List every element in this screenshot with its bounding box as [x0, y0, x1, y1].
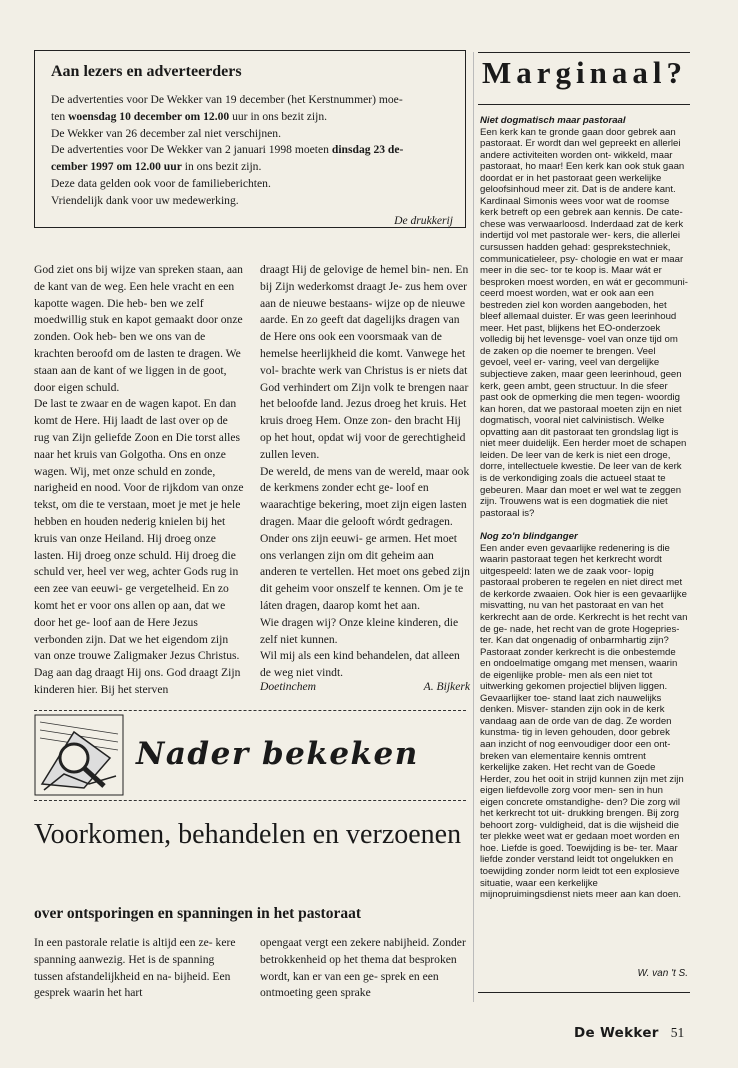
sidebar-title: Marginaal? [482, 55, 687, 90]
notice-text [51, 92, 453, 210]
page-number: 51 [670, 1025, 685, 1040]
sidebar-heading: Niet dogmatisch maar pastoraal [480, 115, 626, 126]
notice-line: Vriendelijk dank voor uw medewerking. [51, 193, 239, 207]
notice-line: in ons bezit zijn. [181, 160, 262, 174]
article-column-1: In een pastorale relatie is altijd een ze- kere spanning aanwezig. Het is de spanning tussen afstandelijkheid en na- bijheid. Een gesprek waarin het hart [34, 936, 236, 1000]
notice-title: Aan lezers en adverteerders [51, 63, 242, 80]
sidebar-author: W. van 't S. [637, 968, 688, 979]
sidebar-title-rule [478, 104, 690, 105]
paragraph: God ziet ons bij wijze van spreken staan, aan de kant van de weg. Een hele vracht en een kapotte wagen. Die heb- ben we zelf moedwillig stuk en kapot gemaakt door onze zonden. Ook heb- ben we ons van de krachten beroofd om de lasten te dragen. We staan aan de kant of we liggen in de goot, door eigen schuld. [34, 263, 243, 394]
banner-title: Nader bekeken [136, 736, 419, 772]
banner-bottom-rule [34, 800, 466, 801]
paragraph: Wil mij als een kind behandelen, dat alleen de weg niet vindt. [260, 649, 460, 680]
notice-date-bold: cember 1997 om 12.00 uur [51, 160, 182, 174]
paragraph: De last te zwaar en de wagen kapot. En dan komt de Here. Hij laadt de last over op de rug van Zijn geliefde Zoon en Die torst alles naar het kruis van Golgotha. Ons en onze wagen. Wij, met onze schuld en zonde, narigheid en nood. Voor de rijkdom van onze tekst, om die te verstaan, moet je met je hele hebben en houden nederig knielen bij het kruis van onze Heiland. Hij droeg onze lasten. Hij droeg onze schuld. Hij droeg die schuld ver, heel ver weg, achter Gods rug in een zee van eeuwi- ge vergetelheid. En zo komt het er voor ons allen op aan, dat we door het ge- loof aan de Here Jezus verbonden zijn. Dat we het eigendom zijn van onze trouwe Zaligmaker Jezus Christus. Dag aan dag draagt Hij ons. God draagt Zijn kinderen hier. Bij het sterven [34, 397, 244, 696]
sidebar-heading: Nog zo'n blindganger [480, 531, 578, 543]
column-divider [473, 52, 474, 1002]
article-title: Voorkomen, behandelen en verzoenen [34, 819, 462, 850]
notice-date-bold: woensdag 10 december om 12.00 [68, 109, 230, 123]
page-footer [574, 1025, 684, 1041]
notice-signature: De drukkerij [394, 213, 453, 227]
meditation-column-2 [260, 262, 470, 682]
nader-bekeken-banner [34, 710, 466, 798]
paragraph: draagt Hij de gelovige de hemel bin- nen. En bij Zijn wederkomst draagt Je- zus hem over aan de nieuwe bestaans- wijze op de nieuwe aarde. En zo geeft dat dagelijks dragen van de Here ons ook een voorsmaak van de hemelse heerlijkheid die komt. Vanwege het vol- brachte werk van Christus is er niets dat God verhindert om Zijn volk te brengen naar het beloofde land. Jezus droeg het kruis. Het kruis droeg Hem. Onze zon- den bracht Hij op het hout, opdat wij voor de gerechtigheid zullen leven. [260, 263, 469, 461]
sidebar-top-rule [478, 52, 690, 53]
sidebar-bottom-rule [478, 992, 690, 993]
notice-box [34, 50, 466, 228]
notice-line: ten [51, 109, 69, 123]
notice-date-bold: dinsdag 23 de- [331, 143, 404, 157]
sidebar-column [480, 115, 688, 901]
paragraph: De wereld, de mens van de wereld, maar ook de kerkmens zonder echt ge- loof en waarachtige bekering, moet zijn eigen lasten dragen. Maar die gelooft wórdt gedragen. Onder ons zijn eeuwi- ge armen. Het moet ons verlangen zijn om dit geheim aan anderen te vertellen. Het moet ons gebed zijn dit geheim voor onszelf te kennen. Om je te láten dragen, daarop komt het aan. [260, 464, 470, 612]
notice-line: De advertenties voor De Wekker van 19 december (het Kerstnummer) moe- [51, 93, 403, 106]
article-column-2: opengaat vergt een zekere nabijheid. Zonder betrokkenheid op het thema dat besproken wordt, kan er van een ge- sprek en een ontmoeting geen sprake [260, 936, 466, 1000]
notice-line: uur in ons bezit zijn. [229, 109, 328, 123]
meditation-place: Doetinchem [260, 680, 317, 693]
paragraph: Wie dragen wij? Onze kleine kinderen, die zelf niet kunnen. [260, 615, 459, 646]
notice-line: De Wekker van 26 december zal niet verschijnen. [51, 126, 281, 140]
meditation-author: A. Bijkerk [423, 680, 470, 693]
notice-line: De advertenties voor De Wekker van 2 januari 1998 moeten [51, 143, 332, 157]
meditation-column-1 [34, 262, 246, 699]
magnifier-illustration-icon [34, 714, 124, 796]
sidebar-paragraph: Een kerk kan te gronde gaan door gebrek aan pastoraat. Er wordt dan wel gepreekt en allerlei andere activiteiten worden ont- wikkeld, maar pastoraat, ho maar! Een kerk kan ook stuk gaan doordat er in het pastoraat geen werkelijke geloofsinhoud meer zit. Dat is de andere kant. Kardinaal Simonis wees voor wat de roomse kerk betreft op een gebrek aan kennis. De cate- chese was verwaarloosd. Inderdaad zat de kerk indertijd vol met pastorale wer- kers, die allerlei cursussen hadden gehad: gesprekstechniek, communicatieleer, psy- chologie en wat er maar meer in die sec- tor te koop is. Maar wát er besproken moest worden, en wát er gecommuni- ceerd moest worden, wat er ook aan een bestreden ziel kon worden aangeboden, het bleef allemaal duister. Er was geen leerinhoud meer. Het past, blijkens het EO-onderzoek volledig bij het levensge- voel van onze tijd om de zaken op die noemer te brengen. Veel gevoel, veel er- varing, veel van dergelijke subjectieve zaken, maar geen leerinhoud, geen kerk, geen ambt, geen structuur. In die sfeer past ook de opmerking die men tegen- woordig kan horen, dat we pastoraal moeten zijn en niet dogmatisch, vooral niet calvinistisch. Welke opvatting aan dit pastoraat ten grondslag ligt is niet meer duidelijk. Een herder moet de schapen leiden. De leer van de kerk is niet een droge, dorre, intellectuele kwestie. De leer van de kerk is de verkondiging zoals die actueel staat te gebeuren. Maar dan moet er wel wat te zeggen zijn. Trouwens wat is een dogmatiek die niet pastoraal is? [480, 126, 688, 519]
sidebar-paragraph: Een ander even gevaarlijke redenering is die waarin pastoraat tegen het kerkrecht wordt uitgespeeld: laten we de zaak voor- lopig pastoraal proberen te regelen en niet direct met de kerkorde zwaaien. Ook hier is een gevaarlijke misvatting, nu van het pastoraat en van het kerkrecht aan de orde. Kerkrecht is het recht van de ge- nade, het recht van de grote Hogepries- ter. Kan dat ongenadig of onbarmhartig zijn? Pastoraat zonder kerkrecht is die onbestemde en ondoelmatige omgang met mensen, waarin de eigenlijke proble- men als een niet tot uitwerking gekomen projectiel blijven liggen. Gevaarlijker toe- stand laat zich nauwelijks denken. Misver- standen zijn ook in de kerk vandaag aan de orde van de dag. Ze worden kunstma- tig in leven gehouden, door gebrek aan inzicht of nog eenvoudiger door een ont- breken van elementaire kennis omtrent kerkelijke zaken. Het recht van de Goede Herder, zou het ooit in strijd kunnen zijn met zijn eigen liefdevolle zorg voor men- sen in hun eigen concrete omstandighe- den? Die zorg wil het kerkrecht tot uit- drukking brengen. Bij zorg behoort zorg- vuldigheid, dat is die wijsheid die ter plekke weet wat er gedaan moet worden en hoe. Liefde is goed. Toewijding is be- ter. Maar liefde zonder verstand leidt tot ongelukken en toewijding zonder norm leidt tot een explosieve situatie, waar een kerkelijke mijnopruimingsdienst niets meer aan kan doen. [480, 542, 688, 901]
magazine-name: De Wekker [574, 1025, 659, 1041]
notice-line: Deze data gelden ook voor de familieberichten. [51, 176, 271, 190]
article-subtitle: over ontsporingen en spanningen in het pastoraat [34, 905, 361, 922]
